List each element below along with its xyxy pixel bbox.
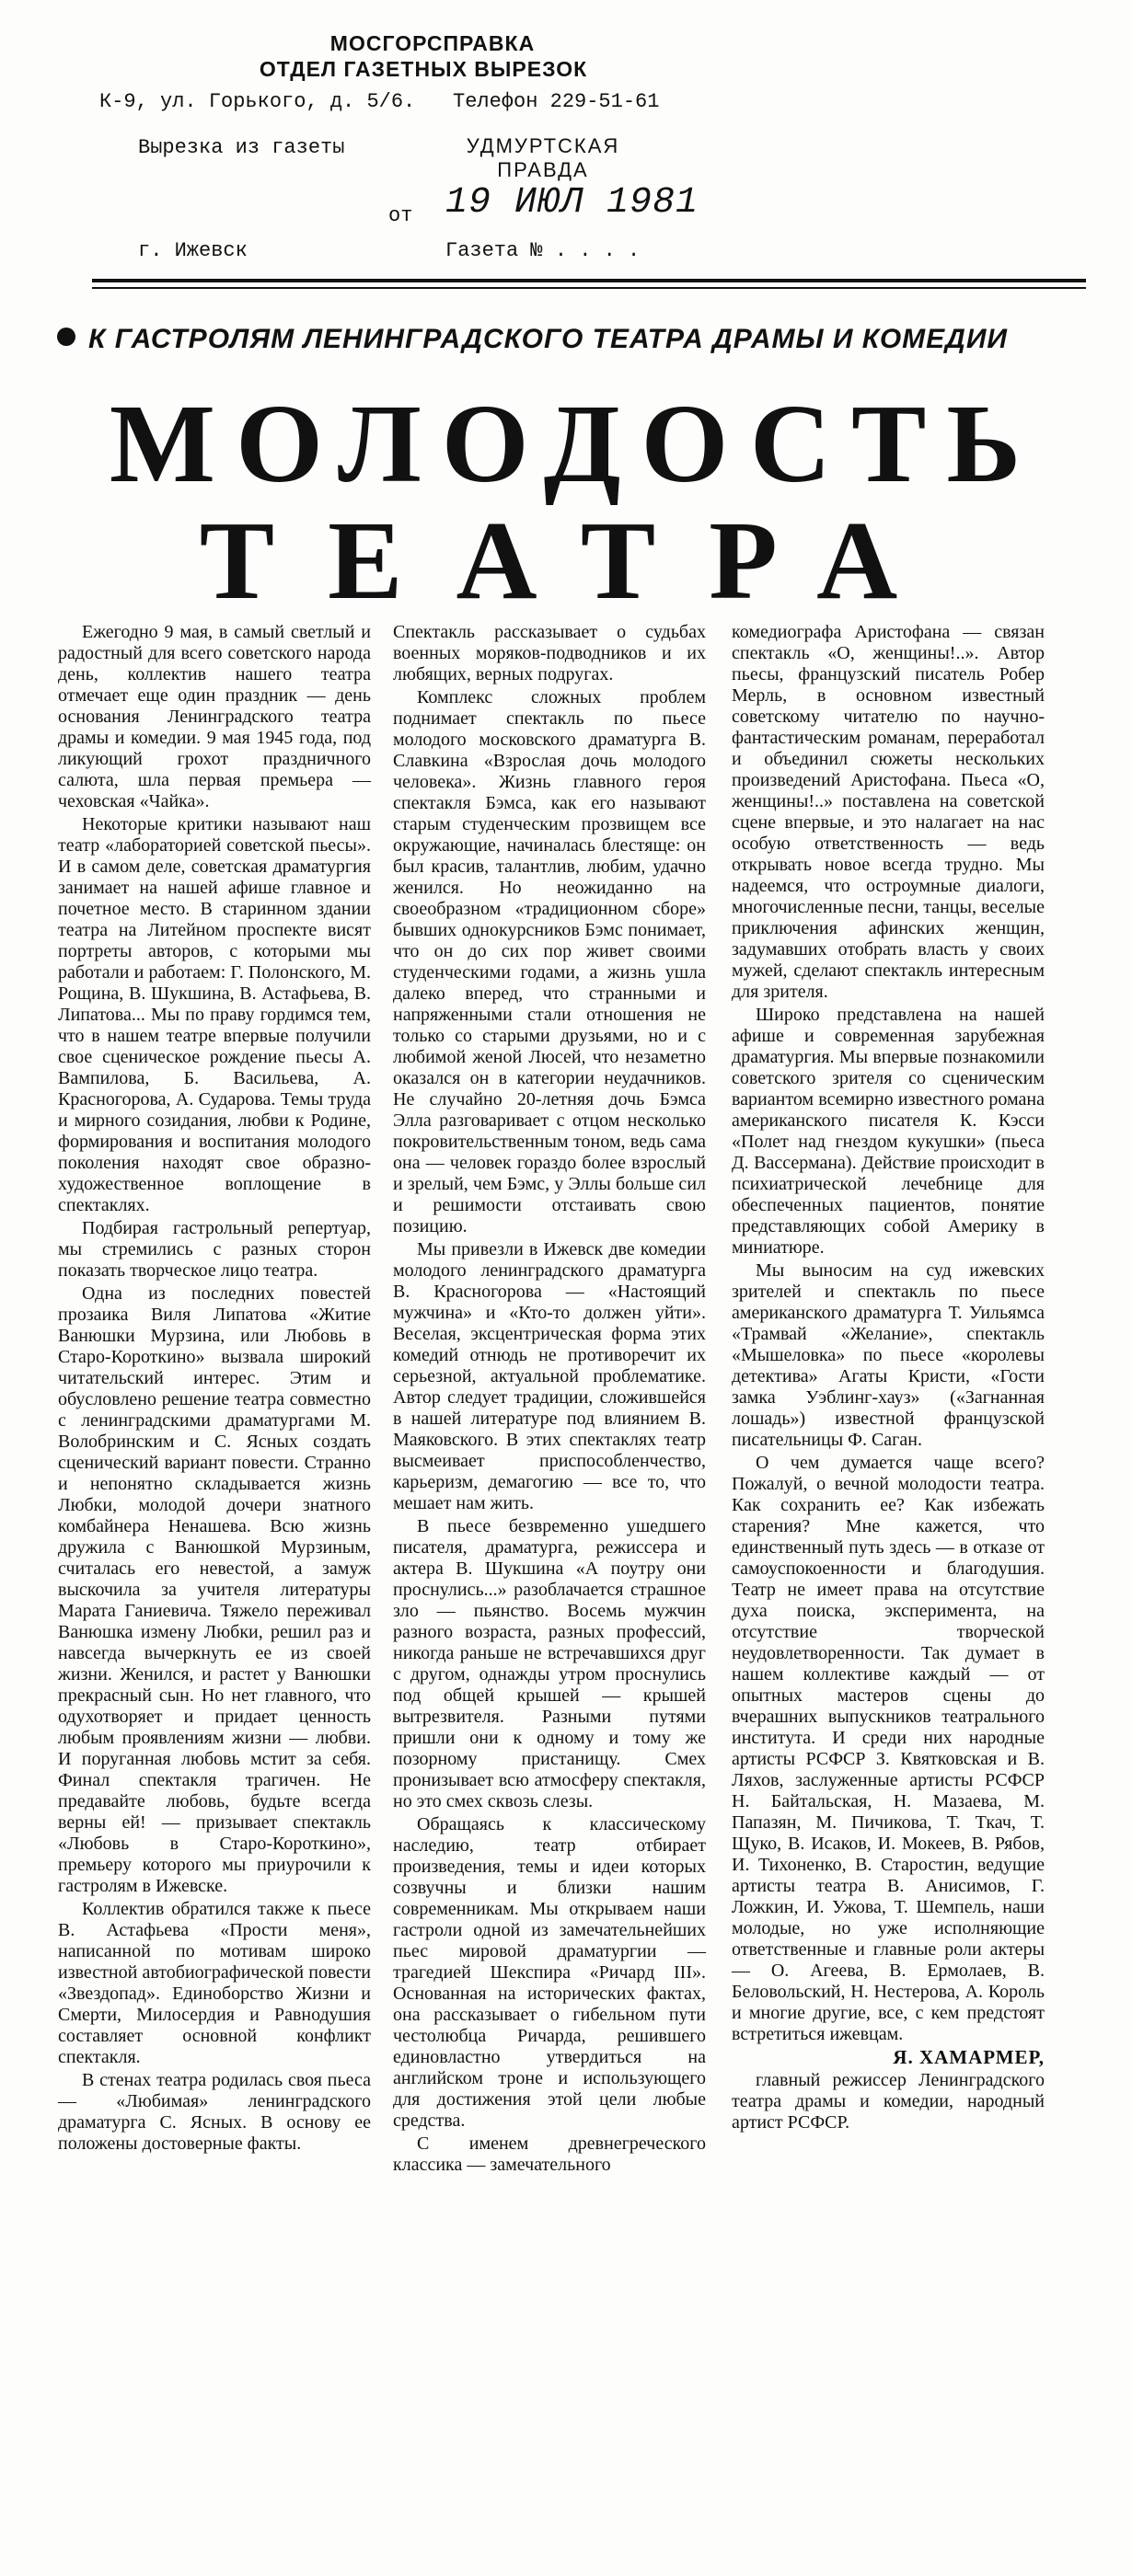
agency-phone: Телефон 229-51-61 (453, 90, 660, 113)
paragraph: Мы привезли в Ижевск две комедии молодого ленинградского драматурга В. Красногорова — «Настоящий мужчина» и «Кто-то должен уйти». Веселая, эксцентрическая форма этих комедий отнюдь не противоречит их серьезной, актуальной проблематике. Автор следует традиции, сложившейся в нашей литературе под влиянием В. Маяковского. В этих спектаклях театр высмеивает приспособленчество, карьеризм, демагогию — все то, что мешает нам жить. (393, 1239, 706, 1513)
article-title-line-2: ТЕАТРА (199, 499, 952, 623)
paragraph: О чем думается чаще всего? Пожалуй, о вечной молодости театра. Как сохранить ее? Как избежать старения? Мне кажется, что единственный путь здесь — в отказе от самоуспокоенности и благодушия. Театр не имеет права на отсутствие духа поиска, эксперимента, на отсутствие творческой неудовлетворенности. Так думает в нашем коллективе каждый — от опытных мастеров сцены до вчерашних выпускников театрального института. И среди них народные артисты РСФСР З. Квятковская и В. Ляхов, заслуженные артисты РСФСР Н. Байтальская, Н. Мазаева, М. Папазян, М. Пичикова, Т. Ткач, Т. Щуко, В. Исаков, И. Мокеев, В. Рябов, И. Тихоненко, В. Старостин, ведущие артисты театра В. Анисимов, Г. Ложкин, И. Ужова, Т. Шемпель, наши молодые, но уже исполняющие ответственные и главные роли актеры — О. Агеева, В. Ермолаев, В. Беловольский, Н. Нестерова, А. Король и многие другие, все, с кем предстоят встретиться ижевцам. (732, 1453, 1045, 2044)
author-role: главный режиссер Ленинградского театра драмы и комедии, народный артист РСФСР. (732, 2070, 1045, 2133)
paragraph: Одна из последних повестей прозаика Виля Липатова «Житие Ванюшки Мурзина, или Любовь в Старо-Короткино» вызвала широкий читательский интерес. Этим и обусловлено решение театра совместно с ленинградскими драматургами М. Волобринским и С. Ясных создать сценический вариант повести. Странно и непонятно складывается жизнь Любки, молодой дочери знатного комбайнера Ненашева. Всю жизнь дружила с Ванюшкой Мурзиным, считалась его невестой, а замуж выскочила за учителя литературы Марата Ганиевича. Тяжело переживал Ванюшка измену Любки, решил раз и навсегда вычеркнуть ее из своей жизни. Женился, и растет у Ванюшки прекрасный сын. Но нет главного, что одухотворяет и придает ценность любым проявлениям жизни — любви. И поруганная любовь мстит за себя. Финал спектакля трагичен. Не предавайте любовь, будьте всегда верны ей! — призывает спектакль «Любовь в Старо-Короткино», премьеру которого мы приурочили к гастролям в Ижевске. (58, 1283, 371, 1896)
paragraph: Спектакль рассказывает о судьбах военных моряков-подводников и их любящих, верных подругах. (393, 622, 706, 684)
paragraph: Ежегодно 9 мая, в самый светлый и радостный для всего советского народа день, коллектив нашего театра отмечает еще один праздник — день основания Ленинградского театра драмы и комедии. 9 мая 1945 года, под ликующий грохот праздничного салюта, шла первая премьера — чеховская «Чайка». (58, 622, 371, 811)
article-column-2 (393, 622, 706, 2178)
article-title-line-1: МОЛОДОСТЬ (109, 382, 1042, 506)
date-stamp: 19 ИЮЛ 1981 (445, 182, 699, 224)
agency-name: МОСГОРСПРАВКА (329, 31, 536, 55)
rubric-heading (57, 324, 1008, 355)
author-signature: Я. ХАМАРМЕР, (893, 2046, 1045, 2068)
clipping-from-label: Вырезка из газеты (138, 136, 345, 159)
paragraph: Комплекс сложных проблем поднимает спектакль по пьесе молодого московского драматурга В. Славкина «Взрослая дочь молодого человека». Жизнь главного героя спектакля Бэмса, как его называют старым студенческим прозвищем все окружающие, начиналась блестяще: он был красив, талантлив, любим, удачно женился. Но неожиданно на своеобразном «традиционном сборе» бывших однокурсников Бэмс понимает, что он до сих пор живет своими студенческими годами, а жизнь ушла далеко вперед, что странными и напряженными стали отношения не только со старыми друзьями, но и с любимой женой Люсей, что незаметно оказался он в категории неудачников. Не случайно 20-летняя дочь Бэмса Элла разговаривает с отцом несколько покровительственным тоном, ведь сама она — человек гораздо более взрослый и зрелый, чем Бэмс, у Эллы больше сил и решимости отстаивать свою позицию. (393, 687, 706, 1236)
rubric-text: К ГАСТРОЛЯМ ЛЕНИНГРАДСКОГО ТЕАТРА ДРАМЫ И КОМЕДИИ (88, 324, 1008, 354)
bullet-icon (57, 328, 75, 346)
paragraph: Широко представлена на нашей афише и современная зарубежная драматургия. Мы впервые познакомили советского зрителя со сценическим вариантом всемирно известного романа американского писателя К. Кэсси «Полет над гнездом кукушки» (пьеса Д. Вассермана). Действие происходит в психиатрической лечебнице для обеспеченных пациентов, понятие представляющих собой Америку в миниатюре. (732, 1005, 1045, 1258)
agency-address: К-9, ул. Горького, д. 5/6. (99, 90, 416, 113)
paragraph: Коллектив обратился также к пьесе В. Астафьева «Прости меня», написанной по мотивам широко известной автобиографической повести «Звездопад». Единоборство Жизни и Смерти, Милосердия и Равнодушия составляет основной конфликт спектакля. (58, 1899, 371, 2067)
header-rule-thin (92, 287, 1086, 289)
paragraph: Обращаясь к классическому наследию, театр отбирает произведения, темы и идеи которых созвучны и близки нашим современникам. Мы открываем наши гастроли одной из замечательнейших пьес мировой драматургии — трагедией Шекспира «Ричард III». Основанная на исторических фактах, она рассказывает о гибельном пути честолюбца Ричарда, решившего единовластно утвердиться на английском троне и использующего для достижения этой цели любые средства. (393, 1814, 706, 2131)
department-name: ОТДЕЛ ГАЗЕТНЫХ ВЫРЕЗОК (259, 57, 588, 81)
paragraph: В стенах театра родилась своя пьеса — «Любимая» ленинградского драматурга С. Ясных. В основу ее положены достоверные факты. (58, 2070, 371, 2154)
article-column-3 (732, 622, 1045, 2135)
date-label: от (388, 204, 413, 227)
paragraph: Некоторые критики называют наш театр «лабораторией советской пьесы». И в самом деле, советская драматургия занимает на нашей афише главное и почетное место. В старинном здании театра на Литейном проспекте висят портреты авторов, с которыми мы работали и работаем: Г. Полонского, М. Рощина, В. Шукшина, В. Астафьева, В. Липатова... Мы по праву гордимся тем, что в нашем театре впервые получили свое сценическое рождение пьесы А. Вампилова, Б. Васильева, А. Красногорова, А. Сударова. Темы труда и мирного созидания, любви к Родине, формирования и воспитания молодого поколения находят свое образно-художественное воплощение в спектаклях. (58, 814, 371, 1215)
city-label: г. Ижевск (138, 239, 248, 262)
paragraph: Подбирая гастрольный репертуар, мы стремились с разных сторон показать творческое лицо театра. (58, 1218, 371, 1281)
paragraph: комедиографа Аристофана — связан спектакль «О, женщины!..». Автор пьесы, французский писатель Робер Мерль, в основном известный советскому читателю по научно-фантастическим романам, переработал и объединил сюжеты нескольких произведений Аристофана. Пьеса «О, женщины!..» поставлена на советской сцене впервые, и это налагает на нас особую ответственность — ведь открывать новое всегда трудно. Мы надеемся, что остроумные диалоги, многочисленные песни, танцы, веселые приключения афинских женщин, задумавших отобрать власть у своих мужей, сделают спектакль интересным для зрителя. (732, 622, 1045, 1002)
header-rule-thick (92, 279, 1086, 282)
gazeta-number-label: Газета № . . . . (445, 239, 641, 262)
article-column-1 (58, 622, 371, 2156)
paragraph: С именем древнегреческого классика — замечательного (393, 2133, 706, 2175)
paragraph: Мы выносим на суд ижевских зрителей и спектакль по пьесе американского драматурга Т. Уильямса «Трамвай «Желание», спектакль «Мышеловка» по пьесе «королевы детектива» Агаты Кристи, «Гости замка Уэблинг-хауз» («Загнанная лошадь») известной французской писательницы Ф. Саган. (732, 1260, 1045, 1450)
paragraph: В пьесе безвременно ушедшего писателя, драматурга, режиссера и актера В. Шукшина «А поутру они проснулись...» разоблачается страшное зло — пьянство. Восемь мужчин разного возраста, разных профессий, никогда раньше не встречавшихся друг с другом, однажды утром проснулись под общей крышей — крышей вытрезвителя. Разными путями пришли они к одному и тому же позорному пристанищу. Смех пронизывает всю атмосферу спектакля, но это смех сквозь слезы. (393, 1516, 706, 1811)
newspaper-name: УДМУРТСКАЯ ПРАВДА (466, 134, 620, 181)
